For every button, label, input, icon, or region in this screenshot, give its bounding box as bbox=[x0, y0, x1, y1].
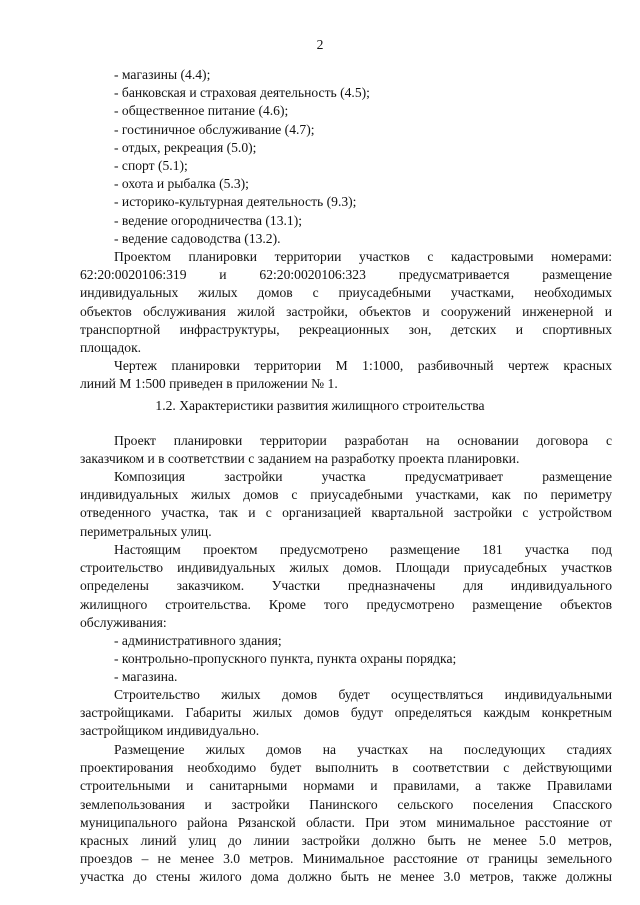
paragraph-drawing-reference bbox=[80, 357, 612, 393]
text-line: землепользования и застройки Панинского сельского поселения Спасского bbox=[80, 796, 612, 812]
text-line: строительными и санитарными нормами и правилами, а также Правилами bbox=[80, 778, 612, 794]
text-line: Проектом планировки территории участков с кадастровыми номерами: bbox=[114, 249, 612, 264]
list-item: - гостиничное обслуживание (4.7); bbox=[114, 121, 315, 137]
text-line: застройщиками. Габариты жилых домов будут определяться каждым конкретным bbox=[80, 705, 612, 721]
text-line: площадок. bbox=[80, 340, 142, 356]
text-line: муниципального района Рязанской области. При этом минимальное расстояние от bbox=[80, 814, 612, 830]
paragraph-construction bbox=[80, 686, 612, 741]
text-line: Настоящим проектом предусмотрено размещение 181 участка под bbox=[114, 542, 612, 557]
list-item: - административного здания; bbox=[114, 633, 282, 648]
paragraph-planning-project bbox=[80, 248, 612, 357]
text-line: Строительство жилых домов будет осуществляться индивидуальными bbox=[114, 687, 612, 702]
paragraph-basis bbox=[80, 432, 612, 468]
text-line: периметральных улиц. bbox=[80, 523, 212, 539]
list-item: - охота и рыбалка (5.3); bbox=[114, 176, 249, 192]
text-line: определены заказчиком. Участки предназначены для индивидуального bbox=[80, 578, 612, 594]
text-line: заказчиком и в соответствии с заданием на разработку проекта планировки. bbox=[80, 451, 520, 467]
text-line: Проект планировки территории разработан на основании договора с bbox=[114, 433, 612, 448]
list-item: - ведение огородничества (13.1); bbox=[114, 212, 303, 228]
text-line: участка до стены жилого дома должно быть не менее 3.0 метров, также должны bbox=[80, 869, 612, 885]
text-line: жилищного строительства. Кроме того предусмотрено размещение объектов bbox=[80, 596, 612, 612]
list-item: - ведение садоводства (13.2). bbox=[114, 230, 281, 246]
text-line: транспортной инфраструктуры, рекреационных зон, детских и спортивных bbox=[80, 321, 612, 337]
text-line: Чертеж планировки территории М 1:1000, разбивочный чертеж красных bbox=[114, 358, 612, 373]
text-line: Композиция застройки участка предусматривает размещение bbox=[114, 469, 612, 484]
text-line: строительство индивидуальных жилых домов. Площади приусадебных участков bbox=[80, 560, 612, 576]
text-line: индивидуальных жилых домов с приусадебными участками, необходимых bbox=[80, 285, 612, 301]
text-line: 62:20:0020106:319 и 62:20:0020106:323 предусматривается размещение bbox=[80, 267, 612, 283]
paragraph-placement bbox=[80, 741, 612, 887]
list-item: - банковская и страховая деятельность (4.5); bbox=[114, 85, 370, 101]
list-item: - спорт (5.1); bbox=[114, 158, 188, 174]
paragraph-composition bbox=[80, 468, 612, 541]
text-line: Размещение жилых домов на участках на последующих стадиях bbox=[114, 742, 612, 757]
text-line: застройщиком индивидуально. bbox=[80, 723, 260, 739]
service-objects-list bbox=[114, 632, 614, 687]
text-line: индивидуальных жилых домов с приусадебными участками, как по периметру bbox=[80, 487, 612, 503]
list-item: - отдых, рекреация (5.0); bbox=[114, 139, 257, 155]
list-item: - историко-культурная деятельность (9.3); bbox=[114, 194, 357, 210]
list-item: - магазина. bbox=[114, 669, 178, 685]
section-heading: 1.2. Характеристики развития жилищного строительства bbox=[155, 398, 485, 413]
text-line: проектирования необходимо будет выполнить в соответствии с действующими bbox=[80, 760, 612, 776]
permitted-use-list bbox=[114, 66, 614, 248]
text-line: красных линий улиц до линии застройки должно быть не менее 5.0 метров, bbox=[80, 833, 612, 849]
paragraph-plots bbox=[80, 541, 612, 632]
list-item: - общественное питание (4.6); bbox=[114, 103, 289, 119]
text-line: обслуживания: bbox=[80, 614, 167, 630]
text-line: объектов обслуживания жилой застройки, объектов и сооружений инженерной и bbox=[80, 303, 612, 319]
text-line: отведенного участка, так и с организацией квартальной застройки с устройством bbox=[80, 505, 612, 521]
text-line: проездов – не менее 3.0 метров. Минимальное расстояние от границы земельного bbox=[80, 851, 612, 867]
text-line: линий М 1:500 приведен в приложении № 1. bbox=[80, 376, 338, 392]
list-item: - контрольно-пропускного пункта, пункта охраны порядка; bbox=[114, 651, 457, 667]
list-item: - магазины (4.4); bbox=[114, 67, 211, 82]
page-number: 2 bbox=[316, 37, 324, 52]
